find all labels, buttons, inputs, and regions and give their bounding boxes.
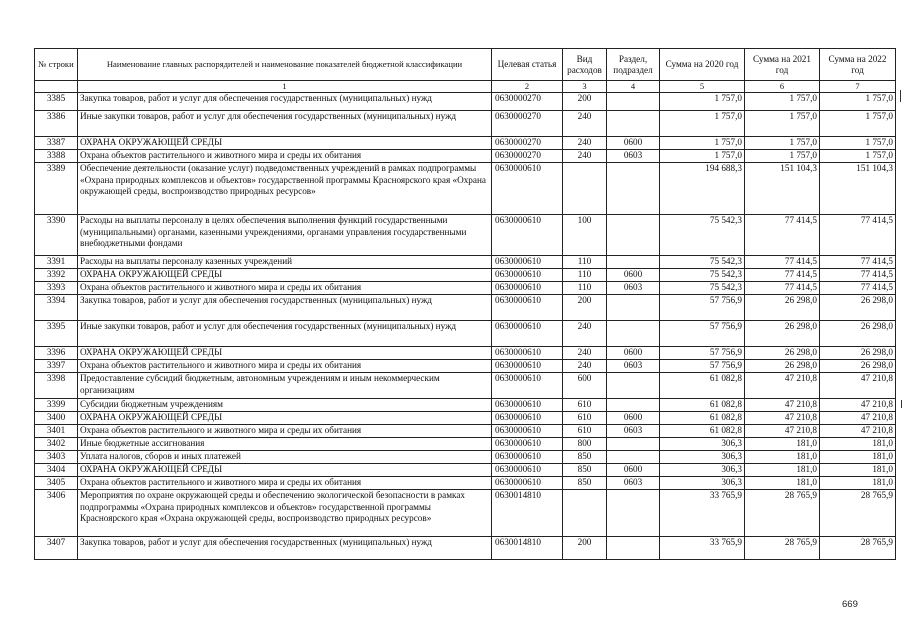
scan-edge-mark xyxy=(901,400,902,408)
row-section xyxy=(607,399,660,412)
table-row xyxy=(35,360,896,373)
row-target-article: 0630000610 xyxy=(492,256,563,269)
row-sum-2021: 77 414,5 xyxy=(745,269,820,282)
row-sum-2020: 57 756,9 xyxy=(660,360,745,373)
header-sum-2022: Сумма на 2022 год xyxy=(820,49,896,81)
row-expense-type: 610 xyxy=(563,412,607,425)
row-number: 3399 xyxy=(35,399,78,412)
column-number-row xyxy=(35,81,896,93)
row-section xyxy=(607,111,660,137)
row-sum-2021: 181,0 xyxy=(745,451,820,464)
row-sum-2021: 47 210,8 xyxy=(745,412,820,425)
row-sum-2022: 26 298,0 xyxy=(820,295,896,321)
table-row xyxy=(35,537,896,560)
row-sum-2021: 77 414,5 xyxy=(745,215,820,256)
row-number: 3395 xyxy=(35,321,78,347)
row-section: 0600 xyxy=(607,137,660,150)
table-row xyxy=(35,321,896,347)
row-expense-type: 200 xyxy=(563,537,607,560)
row-sum-2022: 1 757,0 xyxy=(820,111,896,137)
row-target-article: 0630014810 xyxy=(492,490,563,537)
row-name: Закупка товаров, работ и услуг для обеспечения государственных (муниципальных) нужд xyxy=(78,295,492,321)
row-target-article: 0630014810 xyxy=(492,537,563,560)
row-number: 3393 xyxy=(35,282,78,295)
table-row xyxy=(35,93,896,111)
row-name: ОХРАНА ОКРУЖАЮЩЕЙ СРЕДЫ xyxy=(78,347,492,360)
row-sum-2021: 47 210,8 xyxy=(745,425,820,438)
row-target-article: 0630000270 xyxy=(492,111,563,137)
row-name: Иные бюджетные ассигнования xyxy=(78,438,492,451)
row-target-article: 0630000610 xyxy=(492,373,563,399)
row-expense-type: 200 xyxy=(563,295,607,321)
row-sum-2021: 77 414,5 xyxy=(745,256,820,269)
row-expense-type: 240 xyxy=(563,111,607,137)
table-row xyxy=(35,269,896,282)
header-name: Наименование главных распорядителей и наименование показателей бюджетной классификации xyxy=(78,49,492,81)
table-row xyxy=(35,256,896,269)
table-row xyxy=(35,464,896,477)
row-name: Закупка товаров, работ и услуг для обеспечения государственных (муниципальных) нужд xyxy=(78,537,492,560)
row-number: 3386 xyxy=(35,111,78,137)
row-expense-type: 110 xyxy=(563,269,607,282)
row-sum-2020: 61 082,8 xyxy=(660,399,745,412)
row-sum-2020: 75 542,3 xyxy=(660,256,745,269)
row-sum-2020: 1 757,0 xyxy=(660,93,745,111)
budget-table xyxy=(34,48,896,560)
row-sum-2022: 77 414,5 xyxy=(820,215,896,256)
header-expense-type: Вид расходов xyxy=(563,49,607,81)
row-sum-2022: 77 414,5 xyxy=(820,282,896,295)
row-sum-2021: 181,0 xyxy=(745,477,820,490)
row-sum-2021: 181,0 xyxy=(745,438,820,451)
row-sum-2022: 1 757,0 xyxy=(820,137,896,150)
row-number: 3390 xyxy=(35,215,78,256)
row-section: 0600 xyxy=(607,412,660,425)
row-section: 0600 xyxy=(607,464,660,477)
row-sum-2022: 181,0 xyxy=(820,451,896,464)
row-target-article: 0630000610 xyxy=(492,282,563,295)
row-sum-2020: 306,3 xyxy=(660,464,745,477)
row-target-article: 0630000610 xyxy=(492,347,563,360)
row-target-article: 0630000270 xyxy=(492,93,563,111)
row-name: ОХРАНА ОКРУЖАЮЩЕЙ СРЕДЫ xyxy=(78,412,492,425)
row-section xyxy=(607,93,660,111)
row-target-article: 0630000610 xyxy=(492,412,563,425)
row-expense-type: 610 xyxy=(563,399,607,412)
row-expense-type: 100 xyxy=(563,215,607,256)
row-target-article: 0630000610 xyxy=(492,425,563,438)
column-number xyxy=(35,81,78,93)
row-expense-type: 240 xyxy=(563,360,607,373)
row-name: Охрана объектов растительного и животного мира и среды их обитания xyxy=(78,360,492,373)
row-sum-2020: 33 765,9 xyxy=(660,537,745,560)
row-expense-type: 850 xyxy=(563,451,607,464)
row-expense-type: 850 xyxy=(563,477,607,490)
row-number: 3389 xyxy=(35,163,78,215)
row-number: 3391 xyxy=(35,256,78,269)
row-section: 0603 xyxy=(607,282,660,295)
header-row xyxy=(35,49,896,81)
row-number: 3397 xyxy=(35,360,78,373)
table-row xyxy=(35,295,896,321)
row-expense-type: 240 xyxy=(563,137,607,150)
row-target-article: 0630000610 xyxy=(492,464,563,477)
row-sum-2020: 306,3 xyxy=(660,477,745,490)
row-number: 3407 xyxy=(35,537,78,560)
row-target-article: 0630000610 xyxy=(492,215,563,256)
table-row xyxy=(35,425,896,438)
row-number: 3403 xyxy=(35,451,78,464)
row-expense-type xyxy=(563,490,607,537)
header-row-no: № строки xyxy=(35,49,78,81)
row-name: Охрана объектов растительного и животного мира и среды их обитания xyxy=(78,477,492,490)
row-section xyxy=(607,256,660,269)
row-name: ОХРАНА ОКРУЖАЮЩЕЙ СРЕДЫ xyxy=(78,269,492,282)
row-sum-2022: 181,0 xyxy=(820,464,896,477)
column-number: 7 xyxy=(820,81,896,93)
row-expense-type: 240 xyxy=(563,347,607,360)
row-sum-2020: 306,3 xyxy=(660,451,745,464)
table-row xyxy=(35,150,896,163)
table-row xyxy=(35,163,896,215)
row-section: 0600 xyxy=(607,347,660,360)
row-name: ОХРАНА ОКРУЖАЮЩЕЙ СРЕДЫ xyxy=(78,137,492,150)
row-sum-2022: 1 757,0 xyxy=(820,93,896,111)
row-expense-type: 600 xyxy=(563,373,607,399)
header-target: Целевая статья xyxy=(492,49,563,81)
row-section xyxy=(607,537,660,560)
row-expense-type: 610 xyxy=(563,425,607,438)
row-sum-2020: 61 082,8 xyxy=(660,412,745,425)
row-name: Мероприятия по охране окружающей среды и обеспечению экологической безопасности в рамках подпрограммы «Охрана природных комплексов и объектов» государственной программы Красноярского края «Охрана окружающей среды, воспроизводство природных ресурсов» xyxy=(78,490,492,537)
row-name: Охрана объектов растительного и животного мира и среды их обитания xyxy=(78,150,492,163)
row-target-article: 0630000610 xyxy=(492,163,563,215)
row-sum-2022: 1 757,0 xyxy=(820,150,896,163)
row-number: 3406 xyxy=(35,490,78,537)
row-sum-2022: 77 414,5 xyxy=(820,256,896,269)
table-row xyxy=(35,477,896,490)
row-sum-2021: 77 414,5 xyxy=(745,282,820,295)
row-name: ОХРАНА ОКРУЖАЮЩЕЙ СРЕДЫ xyxy=(78,464,492,477)
column-number: 2 xyxy=(492,81,563,93)
row-sum-2021: 26 298,0 xyxy=(745,360,820,373)
row-section xyxy=(607,321,660,347)
row-expense-type: 110 xyxy=(563,256,607,269)
row-sum-2021: 47 210,8 xyxy=(745,399,820,412)
table-row xyxy=(35,399,896,412)
header-section: Раздел, подраздел xyxy=(607,49,660,81)
row-name: Расходы на выплаты персоналу в целях обеспечения выполнения функций государственными (муниципальными) органами, казенными учреждениями, органами управления государственными внебюджетными фондами xyxy=(78,215,492,256)
row-sum-2022: 47 210,8 xyxy=(820,399,896,412)
row-name: Иные закупки товаров, работ и услуг для обеспечения государственных (муниципальных) нужд xyxy=(78,321,492,347)
row-sum-2022: 26 298,0 xyxy=(820,347,896,360)
row-number: 3396 xyxy=(35,347,78,360)
row-sum-2022: 77 414,5 xyxy=(820,269,896,282)
row-sum-2021: 47 210,8 xyxy=(745,373,820,399)
row-sum-2022: 47 210,8 xyxy=(820,373,896,399)
row-sum-2020: 1 757,0 xyxy=(660,150,745,163)
row-sum-2022: 47 210,8 xyxy=(820,412,896,425)
table-row xyxy=(35,347,896,360)
table-row xyxy=(35,282,896,295)
row-sum-2020: 57 756,9 xyxy=(660,347,745,360)
row-expense-type: 240 xyxy=(563,321,607,347)
table-body xyxy=(35,93,896,560)
header-sum-2020: Сумма на 2020 год xyxy=(660,49,745,81)
row-sum-2021: 26 298,0 xyxy=(745,347,820,360)
row-target-article: 0630000270 xyxy=(492,137,563,150)
row-sum-2020: 75 542,3 xyxy=(660,215,745,256)
row-expense-type: 800 xyxy=(563,438,607,451)
row-target-article: 0630000610 xyxy=(492,295,563,321)
row-name: Расходы на выплаты персоналу казенных учреждений xyxy=(78,256,492,269)
row-number: 3398 xyxy=(35,373,78,399)
row-section: 0603 xyxy=(607,150,660,163)
row-section: 0603 xyxy=(607,360,660,373)
table-row xyxy=(35,215,896,256)
row-expense-type: 200 xyxy=(563,93,607,111)
row-sum-2021: 1 757,0 xyxy=(745,137,820,150)
row-section: 0603 xyxy=(607,425,660,438)
row-section xyxy=(607,295,660,321)
row-sum-2022: 26 298,0 xyxy=(820,321,896,347)
row-sum-2022: 47 210,8 xyxy=(820,425,896,438)
row-section xyxy=(607,215,660,256)
row-name: Субсидии бюджетным учреждениям xyxy=(78,399,492,412)
table-row xyxy=(35,490,896,537)
row-target-article: 0630000610 xyxy=(492,438,563,451)
row-name: Охрана объектов растительного и животного мира и среды их обитания xyxy=(78,425,492,438)
row-sum-2020: 75 542,3 xyxy=(660,269,745,282)
row-name: Уплата налогов, сборов и иных платежей xyxy=(78,451,492,464)
row-sum-2020: 1 757,0 xyxy=(660,111,745,137)
row-sum-2022: 28 765,9 xyxy=(820,490,896,537)
row-sum-2022: 181,0 xyxy=(820,438,896,451)
table-row xyxy=(35,111,896,137)
row-expense-type: 240 xyxy=(563,150,607,163)
row-target-article: 0630000610 xyxy=(492,399,563,412)
row-name: Закупка товаров, работ и услуг для обеспечения государственных (муниципальных) нужд xyxy=(78,93,492,111)
column-number: 1 xyxy=(78,81,492,93)
row-sum-2021: 26 298,0 xyxy=(745,321,820,347)
row-sum-2020: 57 756,9 xyxy=(660,321,745,347)
row-number: 3402 xyxy=(35,438,78,451)
row-expense-type: 850 xyxy=(563,464,607,477)
row-sum-2021: 181,0 xyxy=(745,464,820,477)
row-name: Охрана объектов растительного и животного мира и среды их обитания xyxy=(78,282,492,295)
row-sum-2020: 57 756,9 xyxy=(660,295,745,321)
row-sum-2020: 61 082,8 xyxy=(660,425,745,438)
row-section xyxy=(607,163,660,215)
scan-edge-mark xyxy=(900,90,901,102)
row-number: 3405 xyxy=(35,477,78,490)
column-number: 3 xyxy=(563,81,607,93)
row-sum-2020: 1 757,0 xyxy=(660,137,745,150)
column-number: 6 xyxy=(745,81,820,93)
table-row xyxy=(35,438,896,451)
row-sum-2021: 1 757,0 xyxy=(745,93,820,111)
row-target-article: 0630000270 xyxy=(492,150,563,163)
row-sum-2021: 1 757,0 xyxy=(745,150,820,163)
row-name: Предоставление субсидий бюджетным, автономным учреждениям и иным некоммерческим организациям xyxy=(78,373,492,399)
table-row xyxy=(35,137,896,150)
row-target-article: 0630000610 xyxy=(492,360,563,373)
row-sum-2022: 28 765,9 xyxy=(820,537,896,560)
row-number: 3387 xyxy=(35,137,78,150)
column-number: 4 xyxy=(607,81,660,93)
row-sum-2021: 28 765,9 xyxy=(745,490,820,537)
row-sum-2022: 26 298,0 xyxy=(820,360,896,373)
column-number: 5 xyxy=(660,81,745,93)
row-number: 3400 xyxy=(35,412,78,425)
row-target-article: 0630000610 xyxy=(492,451,563,464)
row-sum-2020: 33 765,9 xyxy=(660,490,745,537)
row-section: 0600 xyxy=(607,269,660,282)
row-sum-2021: 26 298,0 xyxy=(745,295,820,321)
row-sum-2021: 1 757,0 xyxy=(745,111,820,137)
row-sum-2022: 181,0 xyxy=(820,477,896,490)
row-name: Обеспечение деятельности (оказание услуг) подведомственных учреждений в рамках подпрограммы «Охрана природных комплексов и объектов» государственной программы Красноярского края «Охрана окружающей среды, воспроизводство природных ресурсов» xyxy=(78,163,492,215)
row-expense-type: 110 xyxy=(563,282,607,295)
row-name: Иные закупки товаров, работ и услуг для обеспечения государственных (муниципальных) нужд xyxy=(78,111,492,137)
row-sum-2020: 306,3 xyxy=(660,438,745,451)
table-row xyxy=(35,451,896,464)
row-sum-2021: 151 104,3 xyxy=(745,163,820,215)
row-sum-2020: 61 082,8 xyxy=(660,373,745,399)
row-number: 3392 xyxy=(35,269,78,282)
row-section xyxy=(607,490,660,537)
row-sum-2021: 28 765,9 xyxy=(745,537,820,560)
row-section: 0603 xyxy=(607,477,660,490)
row-number: 3401 xyxy=(35,425,78,438)
page-number: 669 xyxy=(842,599,858,610)
table-row xyxy=(35,412,896,425)
row-sum-2020: 194 688,3 xyxy=(660,163,745,215)
row-sum-2022: 151 104,3 xyxy=(820,163,896,215)
row-section xyxy=(607,373,660,399)
row-target-article: 0630000610 xyxy=(492,477,563,490)
table-row xyxy=(35,373,896,399)
row-section xyxy=(607,451,660,464)
row-expense-type xyxy=(563,163,607,215)
row-number: 3394 xyxy=(35,295,78,321)
row-section xyxy=(607,438,660,451)
row-number: 3388 xyxy=(35,150,78,163)
header-sum-2021: Сумма на 2021 год xyxy=(745,49,820,81)
row-sum-2020: 75 542,3 xyxy=(660,282,745,295)
row-target-article: 0630000610 xyxy=(492,321,563,347)
row-number: 3404 xyxy=(35,464,78,477)
row-number: 3385 xyxy=(35,93,78,111)
row-target-article: 0630000610 xyxy=(492,269,563,282)
